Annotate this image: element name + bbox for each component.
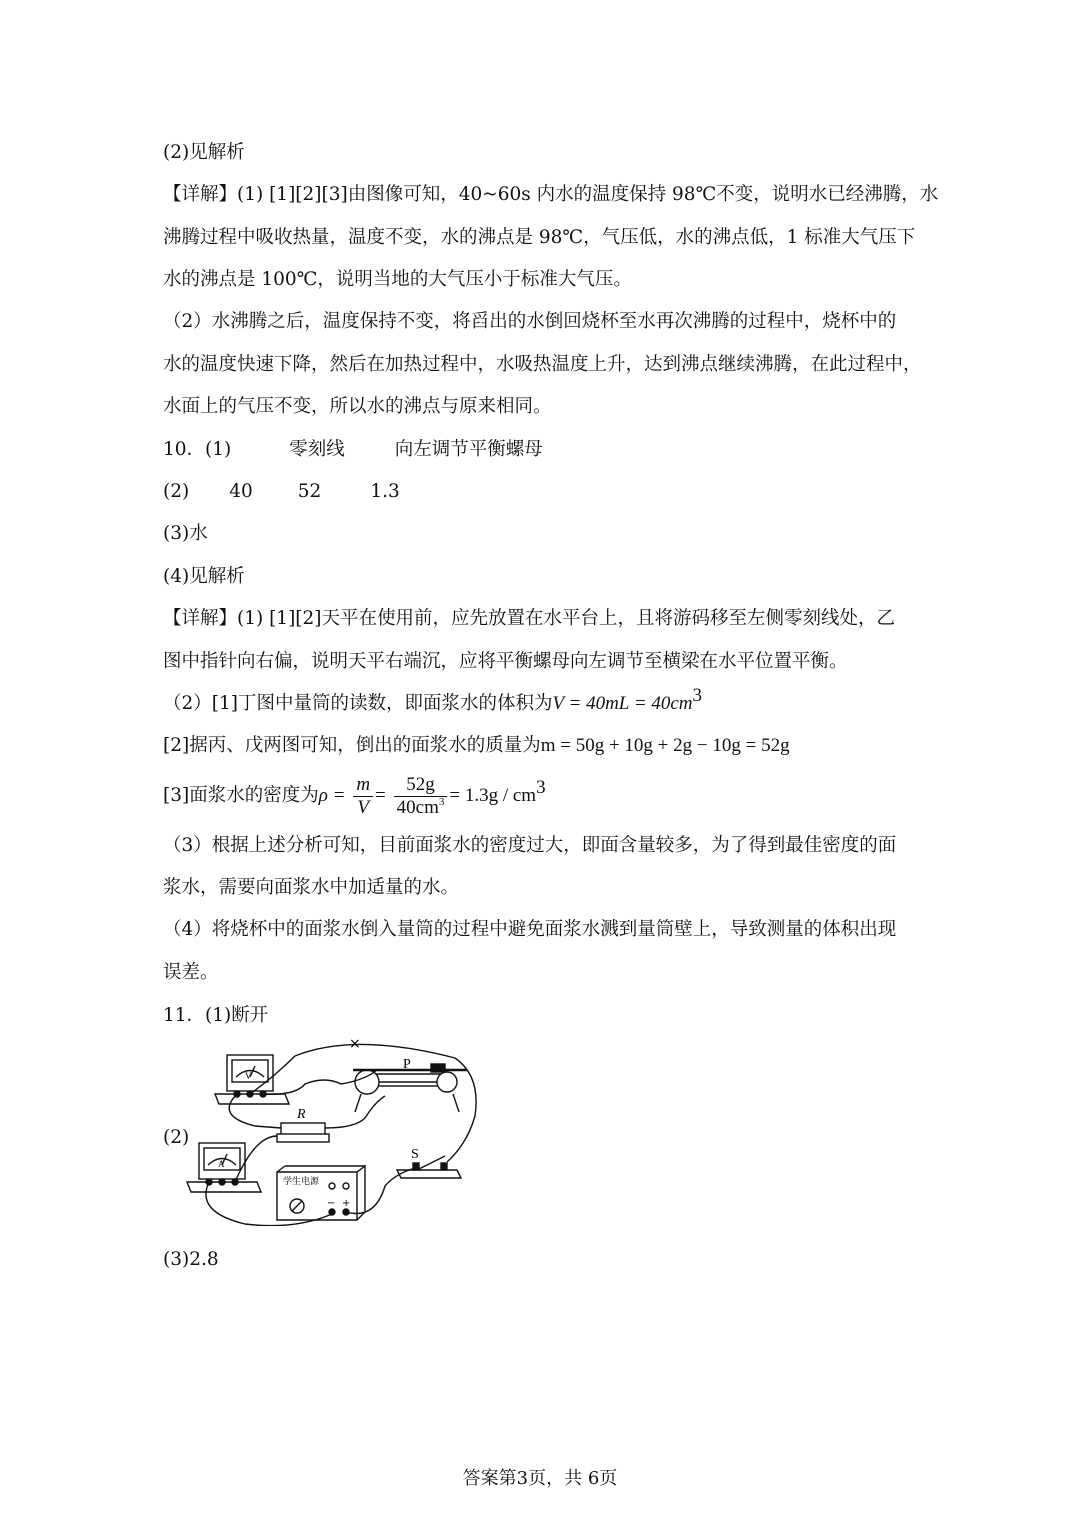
q10-part4-line2: 误差。 — [163, 962, 219, 983]
power-plus: + — [342, 1198, 351, 1209]
circuit-diagram — [185, 1036, 485, 1226]
q11-part3: (3)2.8 — [163, 1249, 219, 1270]
q10-volume-line: （2）[1]丁图中量筒的读数，即面浆水的体积为$V = 40mL = 40cm^3$ — [163, 685, 702, 714]
q10-part3-line1: （3）根据上述分析可知，目前面浆水的密度过大，即面含量较多，为了得到最佳密度的面 — [163, 835, 897, 856]
m-over-v-fraction: $\frac{m}{V}$ — [353, 774, 373, 819]
q10-detail-line1: 【详解】(1) [1][2]天平在使用前，应先放置在水平台上，且将游码移至左侧零刻线处，乙 — [163, 608, 895, 629]
density-result: = 1.3g / cm — [449, 785, 537, 806]
q10-density-line: [3]面浆水的密度为ρ = $\frac{m}{V}$ = $\frac{52g}{40cm^3}$ = $1.3g / cm^3$ — [163, 773, 546, 818]
q10-part1 — [163, 438, 543, 462]
q10-part2 — [163, 480, 400, 504]
q10-detail-line2: 图中指针向右偏，说明天平右端沉，应将平衡螺母向左调节至横梁在水平位置平衡。 — [163, 651, 848, 672]
label-a: A — [218, 1159, 225, 1169]
q10-part4: (4)见解析 — [163, 566, 245, 587]
q9-detail-line2: 沸腾过程中吸收热量，温度不变，水的沸点是 98℃，气压低，水的沸点低，1 标准大气压下 — [163, 227, 916, 248]
q9-part2: (2)见解析 — [163, 142, 245, 163]
q10-answer-1: 零刻线 — [289, 439, 345, 460]
cross-mark: × — [349, 1036, 361, 1052]
q9-part2-line3: 水面上的气压不变，所以水的沸点与原来相同。 — [163, 396, 552, 417]
power-minus: − — [327, 1198, 336, 1209]
q10-number: 10．(1) — [163, 439, 232, 460]
page-footer: 答案第3页，共 6页 — [462, 1468, 618, 1489]
q9-detail-line1: 【详解】(1) [1][2][3]由图像可知，40~60s 内水的温度保持 98℃不变，说明水已经沸腾，水 — [163, 184, 939, 205]
volume-formula: V = 40mL = 40cm — [552, 693, 693, 714]
label-s: S — [411, 1147, 419, 1162]
q10-mass-line: [2]据丙、戊两图可知，倒出的面浆水的质量为m = 50g + 10g + 2g − 10g = 52g — [163, 735, 790, 756]
density-fraction: $\frac{52g}{40cm^3}$ — [394, 774, 448, 819]
label-v: V — [245, 1071, 252, 1081]
q10-part2-c: 1.3 — [370, 481, 400, 502]
rho-symbol: ρ = — [318, 785, 346, 806]
q10-part2-b: 52 — [297, 481, 322, 502]
q10-part2-num: (2) — [163, 481, 190, 502]
q10-answer-2: 向左调节平衡螺母 — [394, 439, 543, 460]
resistor-r — [277, 1123, 329, 1142]
power-label: 学生电源 — [283, 1177, 320, 1187]
power-supply — [277, 1166, 365, 1220]
q9-detail-line3: 水的沸点是 100℃，说明当地的大气压小于标准大气压。 — [163, 269, 632, 290]
label-r: R — [297, 1107, 306, 1122]
label-p: P — [403, 1057, 411, 1072]
mass-formula: m = 50g + 10g + 2g − 10g = 52g — [540, 735, 790, 756]
q10-part3-line2: 浆水，需要向面浆水中加适量的水。 — [163, 877, 460, 898]
switch-s — [397, 1156, 461, 1178]
q11-part1: 11．(1)断开 — [163, 1005, 269, 1026]
q9-part2-line1: （2）水沸腾之后，温度保持不变，将舀出的水倒回烧杯至水再次沸腾的过程中，烧杯中的 — [163, 311, 897, 332]
q10-part4-line1: （4）将烧杯中的面浆水倒入量筒的过程中避免面浆水溅到量筒壁上，导致测量的体积出现 — [163, 919, 897, 940]
q10-part2-a: 40 — [229, 481, 253, 502]
q9-part2-line2: 水的温度快速下降，然后在加热过程中，水吸热温度上升，达到沸点继续沸腾，在此过程中， — [163, 354, 922, 375]
q11-part2-label: (2) — [163, 1127, 190, 1148]
voltmeter — [215, 1055, 289, 1104]
q10-part3: (3)水 — [163, 523, 208, 544]
